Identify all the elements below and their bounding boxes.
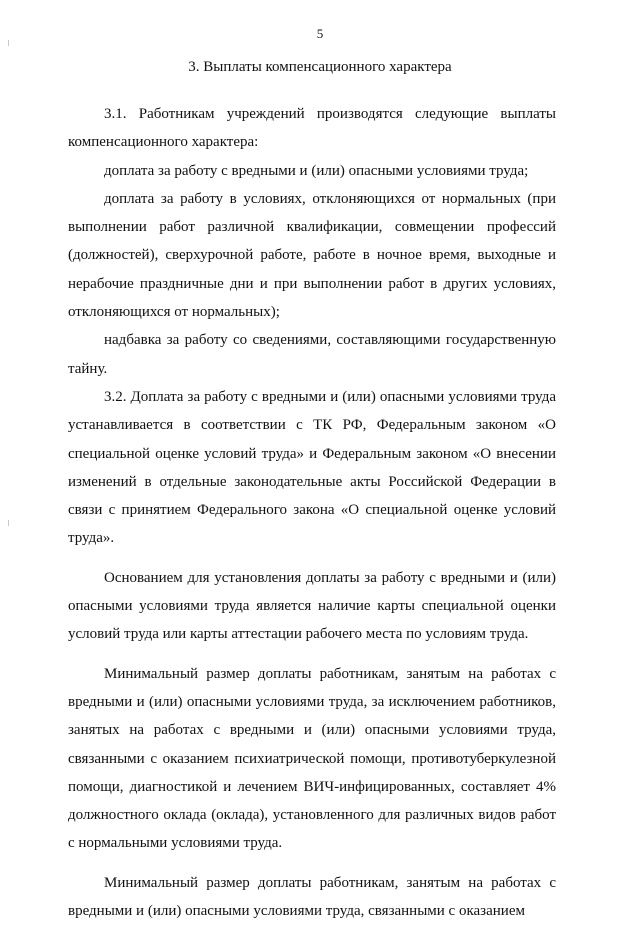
paragraph-3-2: 3.2. Доплата за работу с вредными и (или) опасными условиями труда устанавливается в соответствии с ТК РФ, Федеральным законом «О специальной оценке условий труда» и Федеральным законом «О внесении изменений в отдельные законодательные акты Российской Федерации в связи с принятием Федерального закона «О специальной оценке условий труда». <box>68 388 556 547</box>
body-text <box>68 100 556 925</box>
page-number: 5 <box>316 26 324 41</box>
paragraph-3-1: 3.1. Работникам учреждений производятся следующие выплаты компенсационного характера: <box>68 106 556 151</box>
list-item-abnormal-conditions-pay: доплата за работу в условиях, отклоняющихся от нормальных (при выполнении работ различной квалификации, совмещении профессий (должностей), сверхурочной работе, работе в ночное время, выходные и нерабочие праздничные дни и при выполнении работ в других условиях, отклоняющихся от нормальных); <box>68 190 556 321</box>
margin-mark <box>8 520 9 526</box>
section-title: 3. Выплаты компенсационного характера <box>188 59 452 75</box>
paragraph-minimum-pay: Минимальный размер доплаты работникам, занятым на работах с вредными и (или) опасными условиями труда, за исключением работников, занятых на работах с вредными и (или) опасными условиями труда, связанными с оказанием психиатрической помощи, противотуберкулезной помощи, диагностикой и лечением ВИЧ-инфицированных, составляет 4% должностного оклада (оклада), установленного для различных видов работ с нормальными условиями труда. <box>68 665 556 852</box>
paragraph-minimum-pay-continued: Минимальный размер доплаты работникам, занятым на работах с вредными и (или) опасными условиями труда, связанными с оказанием <box>68 874 556 920</box>
list-item-state-secret-bonus: надбавка за работу со сведениями, составляющими государственную тайну. <box>68 332 556 377</box>
paragraph-basis: Основанием для установления доплаты за работу с вредными и (или) опасными условиями труда является наличие карты специальной оценки условий труда или карты аттестации рабочего места по условиям труда. <box>68 569 556 643</box>
list-item-hazard-pay: доплата за работу с вредными и (или) опасными условиями труда; <box>104 162 529 179</box>
